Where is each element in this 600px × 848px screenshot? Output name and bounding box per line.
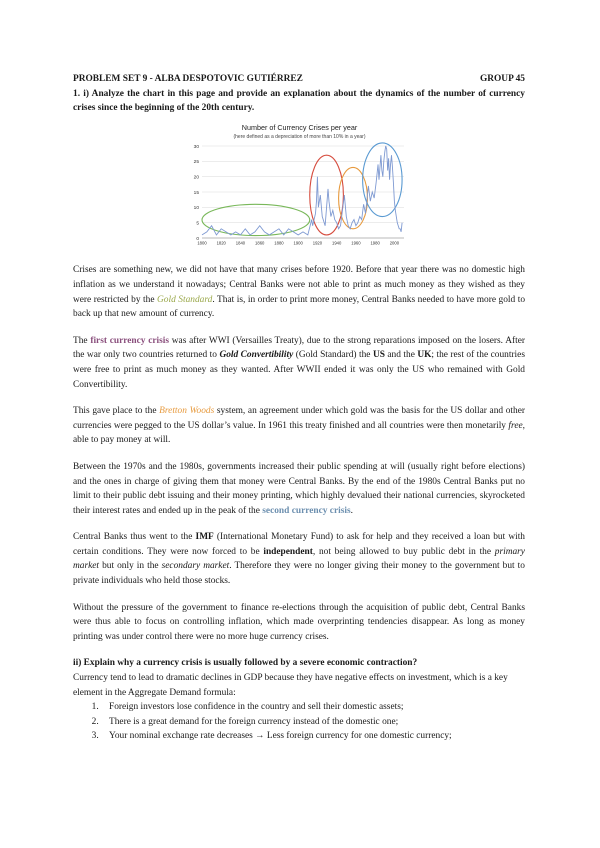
gold-standard-term: Gold Standard	[157, 294, 213, 305]
text-run: ; the rest of the countries were free to print as much money as they wanted. After WWII ended it was only the US who remained with Gold Convertibility.	[73, 350, 525, 390]
independent-term: independent	[263, 546, 313, 557]
secondary-market-term: secondary market	[161, 561, 230, 572]
page-header	[73, 72, 525, 87]
bretton-woods-term: Bretton Woods	[159, 406, 215, 417]
text-run: Between the 1970s and the 1980s, governments increased their public spending at will (usually right before elections) and the ones in charge of giving them that money were Central Banks. By the end of the 1980s Central Banks put no limit to their public debt issuing and their money printing, which highly devalued their national currencies, skyrocketed their interest rates and ended up in the peak of the	[73, 461, 525, 516]
x-tick-label: 1840	[235, 240, 245, 246]
text-run: and the	[384, 350, 418, 361]
group-label: GROUP 45	[479, 74, 525, 84]
x-tick-label: 1900	[293, 240, 303, 246]
x-tick-label: 1920	[312, 240, 322, 246]
x-tick-label: 1800	[196, 240, 207, 246]
paragraph-first-crisis: The first currency crisis was after WWI (Versailles Treaty), due to the strong reparations imposed on the losers. After the war only two countries returned to Gold Convertibility (Gold Standard) the US and the UK; the rest of the countries were free to print as much money as they wanted. After WWII ended it was only the US who remained with Gold Convertibility.	[73, 335, 525, 390]
x-tick-label: 1960	[350, 240, 361, 246]
x-tick-label: 1980	[369, 240, 380, 246]
gold-convertibility-term: Gold Convertibility	[219, 350, 294, 361]
x-tick-label: 2000	[389, 240, 399, 246]
x-tick-label: 1860	[254, 240, 264, 246]
effects-list	[73, 700, 525, 744]
text-run: Central Banks thus went to the	[73, 532, 196, 543]
text-run: but only in the	[99, 561, 162, 572]
paragraph-second-crisis	[73, 460, 525, 518]
y-tick-label: 20	[193, 175, 199, 181]
text-run: was after WWI (Versailles Treaty), due to the strong reparations imposed on the losers. After the war only two countries returned to	[73, 335, 525, 361]
text-run: . Therefore they were no longer giving their money to the government but to private individuals who held those stocks.	[73, 561, 525, 587]
paragraph-bretton-woods	[73, 404, 525, 448]
x-tick-label: 1940	[331, 240, 341, 246]
imf-term: IMF	[195, 532, 214, 543]
list-item: 3. Your nominal exchange rate decreases → Less foreign currency for one domestic currency;	[101, 729, 525, 744]
chart-svg	[182, 120, 417, 250]
y-tick-label: 5	[195, 221, 199, 227]
uk-term: UK	[417, 350, 432, 361]
us-term: US	[372, 350, 385, 361]
problem-set-title: PROBLEM SET 9 - ALBA DESPOTOVIC GUTIÉRREZ	[73, 74, 303, 84]
x-tick-label: 1880	[273, 240, 284, 246]
text-run: (International Monetary Fund) to ask for help and they received a loan but with certain conditions. They were now forced to be	[73, 532, 525, 557]
document-page	[73, 72, 525, 744]
y-tick-label: 0	[195, 236, 199, 242]
question-2: ii) Explain why a currency crisis is usually followed by a severe economic contraction?	[73, 658, 418, 669]
text-run: system, an agreement under which gold was the basis for the US dollar and other currencies were pegged to the US dollar’s value. In 1961 this treaty finished and all countries were then monetarily	[73, 406, 526, 431]
text-run: . That is, in order to print more money, Central Banks needed to have more gold to back up that new amount of currency.	[73, 294, 526, 320]
primary-market-term: primary market	[73, 546, 525, 572]
text-run: This gave place to the	[73, 406, 160, 417]
text-run: .	[350, 505, 353, 516]
y-tick-label: 15	[193, 190, 199, 196]
first-currency-crisis-term: first currency crisis	[90, 335, 170, 346]
paragraph-inflation-control: Without the pressure of the government to finance re-elections through the acquisition of public debt, Central Banks were thus able to focus on controlling inflation, which made overprinting tendencies disappear. As long as money printing was under control there were no more huge currency crises.	[73, 602, 525, 642]
y-tick-label: 25	[193, 159, 199, 165]
question-1: 1. i) Analyze the chart in this page and provide an explanation about the dynamics of the number of currency crises since the beginning of the 20th century.	[73, 88, 525, 114]
list-item: 2. There is a great demand for the foreign currency instead of the domestic one;	[101, 715, 525, 730]
list-item: 1. Foreign investors lose confidence in the country and sell their domestic assets;	[101, 700, 525, 715]
currency-crises-chart	[182, 120, 417, 256]
y-tick-label: 10	[193, 205, 199, 211]
chart-subtitle: (here defined as a depreciation of more than 10% in a year)	[232, 133, 366, 140]
question-2-intro: Currency tend to lead to dramatic declines in GDP because they have negative effects on investment, which is a key element in the Aggregate Demand formula:	[73, 673, 508, 698]
paragraph-imf	[73, 530, 525, 588]
x-tick-label: 1820	[216, 240, 226, 246]
text-run: , not being allowed to buy public debt in the	[312, 546, 495, 557]
free-term: free	[508, 420, 523, 431]
chart-title: Number of Currency Crises per year	[241, 122, 357, 132]
text-run: Crises are something new, we did not have that many crises before 1920. Before that year there was no domestic high inflation as we understand it nowadays; Central Banks were not able to print as much money as they wished as they were restricted by the	[73, 265, 525, 305]
y-tick-label: 30	[193, 144, 199, 150]
text-run: , able to pay money at will.	[73, 420, 525, 446]
second-currency-crisis-term: second currency crisis	[262, 505, 351, 516]
text-run: (Gold Standard) the	[293, 350, 373, 361]
paragraph-gold-standard	[73, 263, 525, 321]
